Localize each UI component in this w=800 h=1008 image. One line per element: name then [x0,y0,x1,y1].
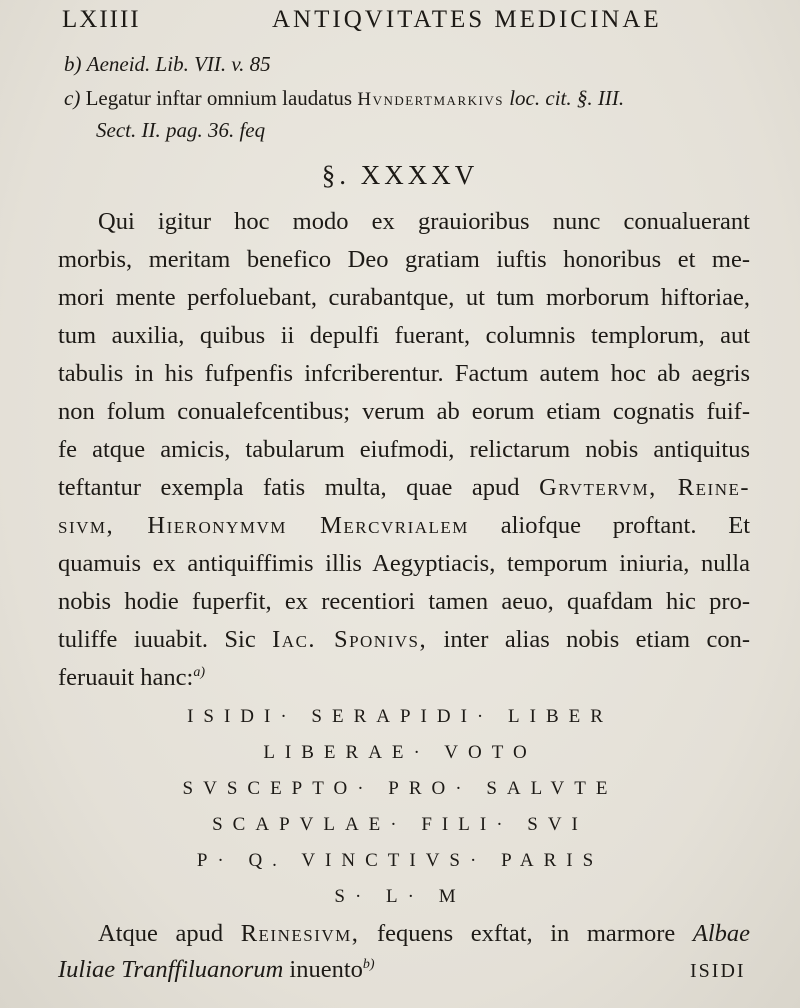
footnote-b [64,52,271,77]
place-name: Iuliae Tranffiluanorum [58,956,284,983]
body-line: quamuis ex antiquiffimis illis Aegyptiacis, temporum iniuria, nulla [58,550,750,577]
author-name: Iac. Sponivs, [272,626,428,653]
body-line [98,920,750,948]
text-run: inuento [289,956,363,983]
footnote-marker: c) [64,86,81,110]
author-names: sivm, Hieronymvm Mercvrialem [58,512,469,539]
body-line: nobis hodie fuperfit, ex recentiori tamen aeuo, quafdam hic pro- [58,588,750,615]
text-run: Atque apud [98,920,224,947]
body-line: fe atque amicis, tabularum eiufmodi, relictarum nobis antiquitus [58,436,750,463]
text-run: aliofque proftant. Et [500,512,750,539]
footnote-ref: a) [193,664,206,680]
footnote-ref: b) [362,956,375,972]
text-run: fequens exftat, in marmore [376,920,676,947]
page-number: LXIIII [62,6,141,33]
body-line: mori mente perfoluebant, curabantque, ut tum morborum hiftoriae, [58,284,750,311]
inscription-line: P· Q. VINCTIVS· PARIS [196,850,604,871]
text-run: feruauit hanc: [58,664,194,691]
footnote-c [64,86,624,111]
body-line [58,512,750,540]
body-line: tabulis in his fufpenfis infcriberentur. Factum autem hoc ab aegris [58,360,750,387]
body-line: non folum conualefcentibus; verum ab eorum etiam cognatis fuif- [58,398,750,425]
body-line: morbis, meritam benefico Deo gratiam iuftis honoribus et me- [58,246,750,273]
inscription-line: LIBERAE· VOTO [263,742,537,763]
inscription-line: SVSCEPTO· PRO· SALVTE [182,778,618,799]
author-name: Reinesivm, [240,920,360,947]
text-run: inter alias nobis etiam con- [443,626,751,653]
page-header [62,6,762,46]
text-run: tuliffe iuuabit. Sic [58,626,256,653]
author-names: Grvtervm, Reine- [539,474,751,501]
footnote-citation: Sect. II. pag. 36. feq [96,118,266,142]
body-line [58,664,750,692]
text-run: teftantur exempla fatis multa, quae apud [58,474,520,501]
catchword: ISIDI [690,960,746,982]
body-line [58,474,750,502]
inscription-line: ISIDI· SERAPIDI· LIBER [187,706,613,727]
footnote-marker: b) [64,52,82,76]
footnote-text: Aeneid. Lib. VII. v. 85 [86,52,271,76]
section-heading: §. XXXXV [321,160,479,190]
body-line: tum auxilia, quibus ii depulfi fuerant, columnis templorum, aut [58,322,750,349]
body-line [58,626,750,654]
place-name: Albae [692,920,751,947]
footnote-c-cont [96,118,265,143]
body-line: Qui igitur hoc modo ex grauioribus nunc conualuerant [98,208,750,235]
inscription-line: SCAPVLAE· FILI· SVI [212,814,588,835]
inscription-line: S· L· M [334,886,466,907]
running-title: ANTIQVITATES MEDICINAE [272,6,662,33]
author-name: Hvndertmarkivs [357,89,504,110]
body-line [58,956,498,984]
footnote-citation: loc. cit. §. III. [509,86,625,110]
footnote-text: Legatur inftar omnium laudatus [85,86,353,110]
